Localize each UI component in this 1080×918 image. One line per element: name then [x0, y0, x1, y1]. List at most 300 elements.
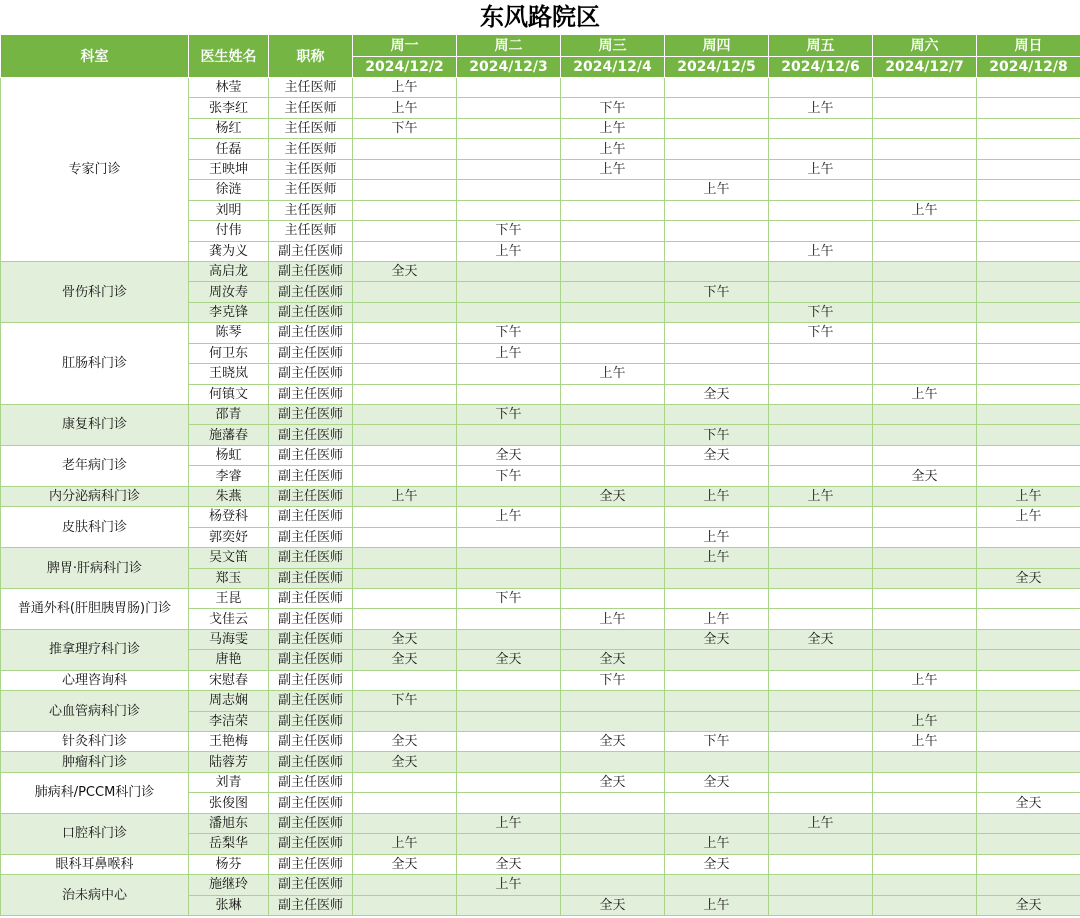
schedule-slot-cell — [665, 241, 769, 261]
schedule-slot-cell — [873, 405, 977, 425]
header-weekday: 周日 — [977, 35, 1080, 57]
doctor-name-cell: 林莹 — [189, 78, 269, 98]
schedule-slot-cell: 下午 — [353, 691, 457, 711]
schedule-slot-cell — [873, 78, 977, 98]
schedule-slot-cell — [977, 548, 1080, 568]
doctor-name-cell: 施继玲 — [189, 875, 269, 895]
schedule-slot-cell — [457, 752, 561, 772]
schedule-slot-cell — [665, 670, 769, 690]
schedule-slot-cell — [873, 139, 977, 159]
department-cell: 肛肠科门诊 — [1, 323, 189, 405]
schedule-slot-cell: 上午 — [769, 813, 873, 833]
doctor-name-cell: 何卫东 — [189, 343, 269, 363]
schedule-slot-cell — [769, 588, 873, 608]
schedule-slot-cell — [665, 650, 769, 670]
department-cell: 治未病中心 — [1, 875, 189, 916]
header-date: 2024/12/4 — [561, 56, 665, 78]
schedule-slot-cell — [561, 691, 665, 711]
doctor-rank-cell: 副主任医师 — [269, 507, 353, 527]
schedule-slot-cell: 全天 — [561, 486, 665, 506]
schedule-slot-cell: 上午 — [769, 486, 873, 506]
schedule-slot-cell — [665, 691, 769, 711]
schedule-slot-cell — [457, 384, 561, 404]
schedule-slot-cell — [873, 875, 977, 895]
schedule-slot-cell — [457, 548, 561, 568]
doctor-name-cell: 王映坤 — [189, 159, 269, 179]
department-cell: 脾胃·肝病科门诊 — [1, 548, 189, 589]
department-cell: 专家门诊 — [1, 78, 189, 262]
schedule-slot-cell — [665, 466, 769, 486]
schedule-slot-cell — [353, 507, 457, 527]
schedule-slot-cell — [457, 159, 561, 179]
schedule-slot-cell: 全天 — [457, 650, 561, 670]
table-row — [1, 691, 1080, 711]
schedule-slot-cell — [873, 323, 977, 343]
schedule-slot-cell: 全天 — [977, 568, 1080, 588]
schedule-slot-cell — [977, 364, 1080, 384]
schedule-slot-cell — [457, 691, 561, 711]
schedule-slot-cell — [873, 445, 977, 465]
schedule-slot-cell: 下午 — [769, 323, 873, 343]
doctor-rank-cell: 副主任医师 — [269, 384, 353, 404]
doctor-rank-cell: 副主任医师 — [269, 548, 353, 568]
schedule-slot-cell — [353, 813, 457, 833]
schedule-slot-cell — [561, 445, 665, 465]
schedule-slot-cell — [873, 261, 977, 281]
schedule-slot-cell: 全天 — [561, 772, 665, 792]
doctor-rank-cell: 主任医师 — [269, 118, 353, 138]
schedule-slot-cell — [769, 384, 873, 404]
schedule-slot-cell: 上午 — [665, 895, 769, 915]
schedule-slot-cell — [665, 752, 769, 772]
schedule-slot-cell — [873, 834, 977, 854]
schedule-slot-cell — [353, 282, 457, 302]
schedule-slot-cell — [873, 813, 977, 833]
schedule-slot-cell — [561, 200, 665, 220]
doctor-name-cell: 杨虹 — [189, 445, 269, 465]
schedule-slot-cell — [769, 875, 873, 895]
department-cell: 推拿理疗科门诊 — [1, 629, 189, 670]
schedule-slot-cell — [665, 302, 769, 322]
schedule-slot-cell: 全天 — [353, 629, 457, 649]
doctor-name-cell: 付伟 — [189, 221, 269, 241]
doctor-name-cell: 李洁荣 — [189, 711, 269, 731]
schedule-slot-cell — [977, 425, 1080, 445]
schedule-slot-cell — [769, 445, 873, 465]
schedule-slot-cell: 全天 — [665, 384, 769, 404]
doctor-rank-cell: 副主任医师 — [269, 752, 353, 772]
schedule-slot-cell — [665, 78, 769, 98]
schedule-slot-cell — [457, 302, 561, 322]
schedule-slot-cell — [665, 139, 769, 159]
schedule-slot-cell — [665, 364, 769, 384]
schedule-slot-cell — [665, 221, 769, 241]
header-date: 2024/12/8 — [977, 56, 1080, 78]
schedule-slot-cell — [457, 200, 561, 220]
doctor-name-cell: 李克锋 — [189, 302, 269, 322]
schedule-slot-cell — [665, 568, 769, 588]
schedule-slot-cell — [665, 813, 769, 833]
schedule-slot-cell — [665, 875, 769, 895]
header-date: 2024/12/7 — [873, 56, 977, 78]
schedule-slot-cell — [977, 772, 1080, 792]
department-cell: 普通外科(肝胆胰胃肠)门诊 — [1, 588, 189, 629]
table-body — [1, 78, 1080, 916]
doctor-rank-cell: 副主任医师 — [269, 732, 353, 752]
schedule-slot-cell — [353, 221, 457, 241]
table-row — [1, 507, 1080, 527]
table-row — [1, 670, 1080, 690]
header-rank: 职称 — [269, 35, 353, 78]
header-date: 2024/12/3 — [457, 56, 561, 78]
schedule-slot-cell — [561, 629, 665, 649]
doctor-name-cell: 王昆 — [189, 588, 269, 608]
schedule-slot-cell: 下午 — [769, 302, 873, 322]
doctor-name-cell: 王艳梅 — [189, 732, 269, 752]
doctor-name-cell: 李睿 — [189, 466, 269, 486]
doctor-rank-cell: 副主任医师 — [269, 670, 353, 690]
schedule-slot-cell — [769, 343, 873, 363]
schedule-slot-cell — [769, 180, 873, 200]
schedule-slot-cell — [353, 670, 457, 690]
schedule-slot-cell — [769, 261, 873, 281]
schedule-slot-cell — [457, 486, 561, 506]
doctor-rank-cell: 副主任医师 — [269, 875, 353, 895]
doctor-rank-cell: 副主任医师 — [269, 629, 353, 649]
schedule-slot-cell — [977, 159, 1080, 179]
header-weekday: 周五 — [769, 35, 873, 57]
schedule-slot-cell: 上午 — [665, 548, 769, 568]
table-header — [1, 35, 1080, 78]
doctor-name-cell: 吴文笛 — [189, 548, 269, 568]
schedule-slot-cell — [769, 405, 873, 425]
schedule-slot-cell — [457, 793, 561, 813]
schedule-slot-cell — [977, 711, 1080, 731]
schedule-slot-cell — [457, 118, 561, 138]
schedule-slot-cell — [665, 793, 769, 813]
schedule-slot-cell: 全天 — [353, 650, 457, 670]
doctor-rank-cell: 副主任医师 — [269, 466, 353, 486]
schedule-slot-cell — [769, 139, 873, 159]
schedule-slot-cell — [561, 527, 665, 547]
doctor-rank-cell: 副主任医师 — [269, 813, 353, 833]
department-cell: 内分泌病科门诊 — [1, 486, 189, 506]
schedule-slot-cell — [769, 282, 873, 302]
schedule-slot-cell — [873, 588, 977, 608]
table-row — [1, 445, 1080, 465]
table-row — [1, 875, 1080, 895]
schedule-slot-cell — [457, 364, 561, 384]
schedule-slot-cell — [561, 854, 665, 874]
doctor-name-cell: 刘青 — [189, 772, 269, 792]
schedule-slot-cell: 下午 — [457, 405, 561, 425]
schedule-slot-cell — [457, 629, 561, 649]
doctor-name-cell: 高启龙 — [189, 261, 269, 281]
schedule-slot-cell — [769, 854, 873, 874]
department-cell: 心血管病科门诊 — [1, 691, 189, 732]
doctor-name-cell: 周志娴 — [189, 691, 269, 711]
schedule-slot-cell — [977, 302, 1080, 322]
doctor-rank-cell: 主任医师 — [269, 200, 353, 220]
schedule-slot-cell — [977, 261, 1080, 281]
schedule-slot-cell — [457, 670, 561, 690]
schedule-slot-cell: 上午 — [769, 98, 873, 118]
schedule-slot-cell — [873, 343, 977, 363]
doctor-rank-cell: 副主任医师 — [269, 854, 353, 874]
table-row — [1, 588, 1080, 608]
table-row — [1, 752, 1080, 772]
schedule-slot-cell — [561, 548, 665, 568]
schedule-slot-cell — [769, 772, 873, 792]
doctor-name-cell: 徐涟 — [189, 180, 269, 200]
schedule-slot-cell — [873, 568, 977, 588]
schedule-slot-cell: 上午 — [769, 241, 873, 261]
schedule-slot-cell — [665, 343, 769, 363]
schedule-slot-cell — [353, 875, 457, 895]
schedule-slot-cell — [977, 854, 1080, 874]
header-date: 2024/12/5 — [665, 56, 769, 78]
header-doctor: 医生姓名 — [189, 35, 269, 78]
schedule-slot-cell: 上午 — [873, 670, 977, 690]
doctor-name-cell: 杨红 — [189, 118, 269, 138]
schedule-slot-cell — [353, 793, 457, 813]
schedule-slot-cell — [769, 834, 873, 854]
header-weekday: 周二 — [457, 35, 561, 57]
schedule-slot-cell — [873, 650, 977, 670]
schedule-slot-cell — [665, 507, 769, 527]
schedule-slot-cell: 全天 — [769, 629, 873, 649]
doctor-rank-cell: 副主任医师 — [269, 588, 353, 608]
schedule-slot-cell — [665, 98, 769, 118]
doctor-name-cell: 岳梨华 — [189, 834, 269, 854]
table-row — [1, 323, 1080, 343]
table-row — [1, 629, 1080, 649]
doctor-name-cell: 郑玉 — [189, 568, 269, 588]
schedule-slot-cell — [457, 78, 561, 98]
schedule-slot-cell — [977, 752, 1080, 772]
schedule-slot-cell: 全天 — [561, 650, 665, 670]
schedule-slot-cell: 全天 — [665, 854, 769, 874]
schedule-slot-cell — [977, 813, 1080, 833]
schedule-slot-cell — [977, 650, 1080, 670]
schedule-slot-cell — [353, 343, 457, 363]
schedule-slot-cell — [873, 98, 977, 118]
schedule-slot-cell — [977, 609, 1080, 629]
schedule-slot-cell — [977, 670, 1080, 690]
schedule-slot-cell — [977, 445, 1080, 465]
schedule-slot-cell: 下午 — [561, 670, 665, 690]
schedule-slot-cell — [873, 118, 977, 138]
doctor-rank-cell: 副主任医师 — [269, 486, 353, 506]
schedule-slot-cell — [873, 486, 977, 506]
doctor-name-cell: 戈佳云 — [189, 609, 269, 629]
schedule-slot-cell — [769, 609, 873, 629]
schedule-slot-cell: 下午 — [457, 466, 561, 486]
schedule-slot-cell: 上午 — [457, 507, 561, 527]
schedule-slot-cell — [977, 98, 1080, 118]
schedule-slot-cell — [665, 588, 769, 608]
schedule-slot-cell: 上午 — [873, 711, 977, 731]
header-weekday: 周三 — [561, 35, 665, 57]
schedule-slot-cell — [353, 548, 457, 568]
schedule-table — [0, 34, 1080, 916]
schedule-slot-cell: 上午 — [665, 527, 769, 547]
schedule-slot-cell: 全天 — [353, 854, 457, 874]
schedule-slot-cell — [353, 425, 457, 445]
schedule-slot-cell — [769, 732, 873, 752]
schedule-slot-cell — [873, 609, 977, 629]
schedule-slot-cell: 全天 — [457, 445, 561, 465]
schedule-slot-cell — [873, 793, 977, 813]
schedule-slot-cell — [561, 221, 665, 241]
schedule-slot-cell: 全天 — [353, 752, 457, 772]
header-dept: 科室 — [1, 35, 189, 78]
schedule-slot-cell — [353, 384, 457, 404]
schedule-slot-cell — [561, 405, 665, 425]
schedule-slot-cell — [769, 221, 873, 241]
schedule-slot-cell — [873, 241, 977, 261]
schedule-slot-cell: 上午 — [977, 507, 1080, 527]
table-row — [1, 854, 1080, 874]
schedule-slot-cell — [457, 609, 561, 629]
schedule-slot-cell — [977, 200, 1080, 220]
doctor-rank-cell: 主任医师 — [269, 98, 353, 118]
schedule-slot-cell — [769, 548, 873, 568]
schedule-slot-cell: 上午 — [561, 159, 665, 179]
doctor-name-cell: 朱燕 — [189, 486, 269, 506]
page-title: 东风路院区 — [480, 3, 600, 31]
schedule-slot-cell — [977, 875, 1080, 895]
schedule-slot-cell — [457, 711, 561, 731]
table-row — [1, 261, 1080, 281]
schedule-slot-cell — [977, 323, 1080, 343]
schedule-slot-cell — [977, 405, 1080, 425]
schedule-slot-cell: 下午 — [665, 282, 769, 302]
schedule-slot-cell — [457, 772, 561, 792]
doctor-name-cell: 唐艳 — [189, 650, 269, 670]
department-cell: 心理咨询科 — [1, 670, 189, 690]
schedule-slot-cell — [353, 180, 457, 200]
schedule-slot-cell — [769, 691, 873, 711]
doctor-name-cell: 潘旭东 — [189, 813, 269, 833]
schedule-slot-cell — [769, 752, 873, 772]
schedule-slot-cell: 上午 — [561, 118, 665, 138]
schedule-slot-cell — [561, 507, 665, 527]
doctor-rank-cell: 副主任医师 — [269, 793, 353, 813]
schedule-slot-cell — [977, 732, 1080, 752]
schedule-slot-cell — [561, 261, 665, 281]
schedule-slot-cell — [977, 241, 1080, 261]
schedule-slot-cell — [457, 282, 561, 302]
schedule-slot-cell — [769, 793, 873, 813]
schedule-slot-cell — [561, 343, 665, 363]
schedule-slot-cell: 上午 — [353, 78, 457, 98]
schedule-slot-cell: 下午 — [665, 425, 769, 445]
doctor-name-cell: 杨芬 — [189, 854, 269, 874]
table-row — [1, 548, 1080, 568]
doctor-name-cell: 杨登科 — [189, 507, 269, 527]
schedule-slot-cell — [665, 159, 769, 179]
schedule-slot-cell — [769, 200, 873, 220]
schedule-slot-cell — [457, 98, 561, 118]
table-row — [1, 405, 1080, 425]
schedule-slot-cell — [561, 302, 665, 322]
doctor-rank-cell: 副主任医师 — [269, 895, 353, 915]
doctor-name-cell: 马海雯 — [189, 629, 269, 649]
schedule-slot-cell — [769, 507, 873, 527]
schedule-slot-cell — [873, 854, 977, 874]
schedule-slot-cell: 上午 — [665, 180, 769, 200]
schedule-slot-cell — [457, 732, 561, 752]
schedule-slot-cell — [561, 752, 665, 772]
schedule-slot-cell — [457, 895, 561, 915]
schedule-slot-cell — [769, 78, 873, 98]
doctor-rank-cell: 副主任医师 — [269, 834, 353, 854]
department-cell: 肿瘤科门诊 — [1, 752, 189, 772]
schedule-slot-cell: 上午 — [873, 200, 977, 220]
doctor-name-cell: 王晓岚 — [189, 364, 269, 384]
table-row — [1, 772, 1080, 792]
doctor-rank-cell: 副主任医师 — [269, 302, 353, 322]
doctor-rank-cell: 副主任医师 — [269, 650, 353, 670]
doctor-rank-cell: 副主任医师 — [269, 527, 353, 547]
schedule-slot-cell — [977, 466, 1080, 486]
schedule-slot-cell: 上午 — [665, 486, 769, 506]
doctor-rank-cell: 副主任医师 — [269, 711, 353, 731]
schedule-slot-cell — [561, 588, 665, 608]
department-cell: 口腔科门诊 — [1, 813, 189, 854]
schedule-slot-cell — [561, 78, 665, 98]
schedule-slot-cell — [353, 159, 457, 179]
schedule-slot-cell — [353, 200, 457, 220]
schedule-slot-cell — [353, 527, 457, 547]
schedule-slot-cell — [769, 364, 873, 384]
schedule-slot-cell — [977, 180, 1080, 200]
schedule-slot-cell — [457, 261, 561, 281]
department-cell: 肺病科/PCCM科门诊 — [1, 772, 189, 813]
schedule-slot-cell: 下午 — [353, 118, 457, 138]
schedule-slot-cell — [561, 323, 665, 343]
schedule-slot-cell: 上午 — [769, 159, 873, 179]
doctor-rank-cell: 主任医师 — [269, 180, 353, 200]
department-cell: 眼科耳鼻喉科 — [1, 854, 189, 874]
doctor-name-cell: 郭奕妤 — [189, 527, 269, 547]
schedule-slot-cell — [561, 425, 665, 445]
schedule-slot-cell — [873, 507, 977, 527]
schedule-slot-cell — [457, 527, 561, 547]
doctor-name-cell: 龚为义 — [189, 241, 269, 261]
schedule-slot-cell — [457, 139, 561, 159]
schedule-slot-cell: 上午 — [561, 139, 665, 159]
department-cell: 老年病门诊 — [1, 445, 189, 486]
schedule-slot-cell: 下午 — [457, 588, 561, 608]
schedule-slot-cell — [353, 895, 457, 915]
schedule-slot-cell: 上午 — [977, 486, 1080, 506]
schedule-slot-cell — [561, 875, 665, 895]
doctor-rank-cell: 主任医师 — [269, 159, 353, 179]
doctor-name-cell: 陈琴 — [189, 323, 269, 343]
schedule-slot-cell — [977, 118, 1080, 138]
doctor-rank-cell: 副主任医师 — [269, 241, 353, 261]
doctor-rank-cell: 副主任医师 — [269, 323, 353, 343]
doctor-name-cell: 刘明 — [189, 200, 269, 220]
schedule-slot-cell — [977, 78, 1080, 98]
schedule-slot-cell — [977, 139, 1080, 159]
schedule-slot-cell — [977, 527, 1080, 547]
doctor-rank-cell: 副主任医师 — [269, 405, 353, 425]
schedule-slot-cell — [769, 670, 873, 690]
schedule-slot-cell — [665, 405, 769, 425]
